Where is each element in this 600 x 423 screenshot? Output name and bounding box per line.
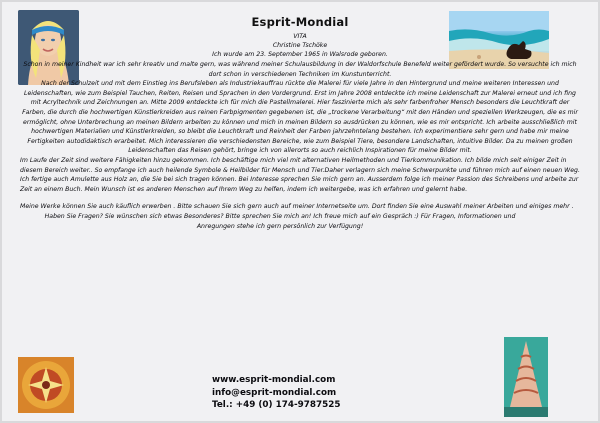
paragraph-questions: Haben Sie Fragen? Sie wünschen sich etwas Besonderes? Bitte sprechen Sie mich an! Ich freue mich auf ein Gespräch :) Für Fragen, Informationen und Anregungen stehe ich gern persönlich zur Verfügung! [44,212,516,230]
vita-body [20,60,580,231]
page-title: Esprit-Mondial [251,15,349,29]
paragraph-career: Nach der Schulzeit und mit dem Einstieg ins Berufsleben als Industriekauffrau rückte die Malerei für viele Jahre in den Hintergrund und meine weiteren Interessen und Leidenschaften, wie zum Beispiel Tauchen, Reiten, Reisen und Sprachen in den Vordergrund. Erst im Jahre 2008 entdeckte ich meine Leidenschaft zur Malerei erneut und ich fing mit Acryltechnik und Zeichnungen an. Mitte 2009 entdeckte ich für mich die Pastellmalerei. Hier faszinierte mich als sehr farbenfroher Mensch besonders die Leuchtkraft der Farben, die durch die hochwertigen Künstlerkreiden aus reinen Farbpigmenten gegebenen ist, die „trockene Verarbeitung“ mit den Händen und speziellen Werkzeugen, die es mir ermöglicht, ohne Unterbrechung an meinen Bildern arbeiten zu können und mich in meinen Bildern so ausdrücken zu können, wie es mir entspricht. Ich arbeite ausschließlich mit hochwertigen Materialien und Künstlerkreiden, so bleibt die Leuchtkraft und Reinheit der Farben jahrzehntelang bestehen. Ich experimentiere sehr gern und habe mir meine Fertigkeiten autodidaktisch erarbeitet. Mich interessieren die verschiedensten Bereiche, wie zum Beispiel Tiere, besondere Landschaften, intuitive Bilder. Da zu meinen großen Leidenschaften das Reisen gehört, bringe ich von allerorts so auch reichlich Inspirationen für meine Bilder mit. [22,80,578,155]
paragraph-purchase: Meine Werke können Sie auch käuflich erwerben . Bitte schauen Sie sich gern auch auf meiner Internetseite um. Dort finden Sie eine Auswahl meiner Arbeiten und einiges mehr . [20,203,574,211]
paragraph-skills: Im Laufe der Zeit sind weitere Fähigkeiten hinzu gekommen. Ich beschäftige mich viel mit alternativen Heilmethoden und Tierkommunikation. Ich bilde mich seit einiger Zeit in diesem Bereich weiter.. So empfange ich auch heilende Symbole & Heilbilder für Mensch und Tier.Daher verlagern sich meine Schwerpunkte und führen mich auf einen neuen Weg. Ich fertige auch Amulette aus Holz an, die Sie bei sich tragen können. Bei Interesse sprechen Sie mich gern an. Ausserdem folge ich meiner Passion des Schreibens und arbeite zur Zeit an einem Buch. Mein Wunsch ist es anderen Menschen auf Ihrem Weg zu helfen, indem ich weitergebe, was ich erfahren und gelernt habe. [20,156,580,193]
author-name: Christine Tschöke [272,42,328,49]
website-link[interactable]: www.esprit-mondial.com [212,375,336,385]
mandala-painting [18,357,74,413]
paragraph-childhood: Schon in meiner Kindheit war ich sehr kreativ und malte gern, was während meiner Schulausbildung in der Waldorfschule Benefeld weiter gefördert wurde. So versuchte ich mich dort schon in verschiedenen Techniken im Kunstunterricht. [23,61,577,78]
vita-page [2,2,598,421]
contact-block [212,374,341,412]
spiral-cone-painting [504,337,548,417]
email-link[interactable]: info@esprit-mondial.com [212,387,337,398]
birth-line: Ich wurde am 23. September 1965 in Walsrode geboren. [212,51,388,58]
phone-number: Tel.: +49 (0) 174-9787525 [212,400,341,410]
vita-heading: VITA [293,33,307,40]
